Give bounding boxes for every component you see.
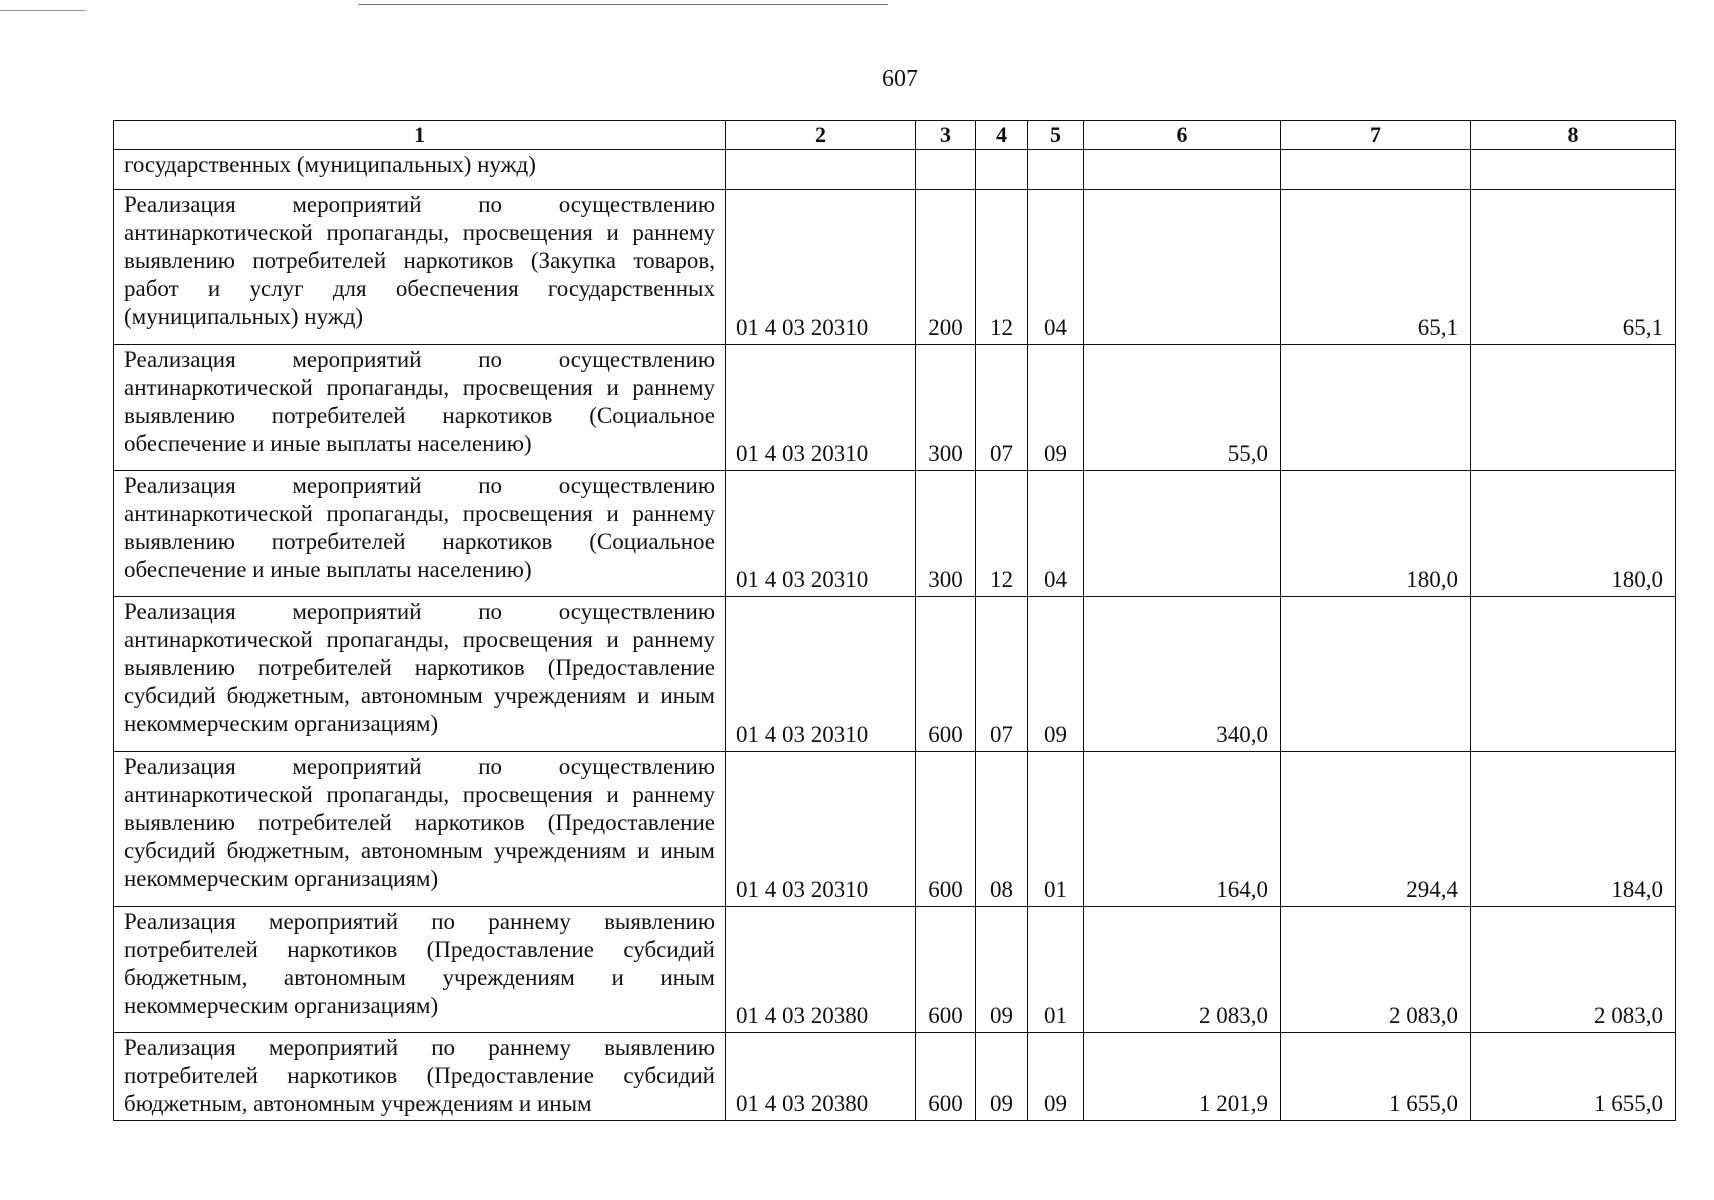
row-expense-type: 600: [916, 907, 976, 1033]
scan-edge-line-left: [0, 10, 86, 11]
row-description: Реализация мероприятий по осуществлению антинаркотической пропаганды, просвещения и раннему выявлению потребителей наркотиков (Закупка товаров, работ и услуг для обеспечения государственных (муниципальных) нужд): [114, 190, 726, 345]
table-row: [114, 345, 1676, 471]
row-section: 07: [976, 597, 1028, 752]
row-subsection: 01: [1028, 907, 1084, 1033]
row-target-code: 01 4 03 20310: [726, 190, 916, 345]
row-amount-col7: [1281, 597, 1471, 752]
table-row: [114, 1033, 1676, 1121]
row-section: [976, 150, 1028, 190]
row-subsection: 09: [1028, 1033, 1084, 1121]
header-col-3: 3: [916, 121, 976, 150]
row-amount-col7: [1281, 150, 1471, 190]
scan-edge-line-top: [358, 4, 888, 5]
row-amount-col6: [1084, 190, 1281, 345]
row-description: Реализация мероприятий по осуществлению антинаркотической пропаганды, просвещения и раннему выявлению потребителей наркотиков (Предоставление субсидий бюджетным, автономным учреждениям и иным некоммерческим организациям): [114, 597, 726, 752]
row-amount-col6: 55,0: [1084, 345, 1281, 471]
row-target-code: [726, 150, 916, 190]
row-subsection: 01: [1028, 752, 1084, 907]
page-number: 607: [882, 66, 918, 92]
row-amount-col8: [1471, 345, 1676, 471]
header-col-5: 5: [1028, 121, 1084, 150]
row-description: Реализация мероприятий по осуществлению антинаркотической пропаганды, просвещения и раннему выявлению потребителей наркотиков (Социальное обеспечение и иные выплаты населению): [114, 345, 726, 471]
row-amount-col6: [1084, 471, 1281, 597]
row-target-code: 01 4 03 20380: [726, 1033, 916, 1121]
header-col-4: 4: [976, 121, 1028, 150]
row-amount-col6: 2 083,0: [1084, 907, 1281, 1033]
row-target-code: 01 4 03 20380: [726, 907, 916, 1033]
row-amount-col6: [1084, 150, 1281, 190]
row-expense-type: 600: [916, 1033, 976, 1121]
row-subsection: 04: [1028, 190, 1084, 345]
table-row: [114, 907, 1676, 1033]
row-description: государственных (муниципальных) нужд): [114, 150, 726, 190]
row-section: 09: [976, 907, 1028, 1033]
row-amount-col7: [1281, 345, 1471, 471]
row-subsection: [1028, 150, 1084, 190]
header-col-8: 8: [1471, 121, 1676, 150]
table-row: [114, 190, 1676, 345]
header-col-7: 7: [1281, 121, 1471, 150]
row-target-code: 01 4 03 20310: [726, 345, 916, 471]
row-amount-col7: 180,0: [1281, 471, 1471, 597]
header-col-2: 2: [726, 121, 916, 150]
row-section: 12: [976, 190, 1028, 345]
row-amount-col8: 184,0: [1471, 752, 1676, 907]
header-col-6: 6: [1084, 121, 1281, 150]
row-amount-col8: 1 655,0: [1471, 1033, 1676, 1121]
row-amount-col8: 2 083,0: [1471, 907, 1676, 1033]
row-amount-col7: 65,1: [1281, 190, 1471, 345]
row-expense-type: 600: [916, 752, 976, 907]
row-expense-type: 300: [916, 471, 976, 597]
row-amount-col6: 1 201,9: [1084, 1033, 1281, 1121]
table-row: [114, 150, 1676, 190]
table-row: [114, 471, 1676, 597]
table-row: [114, 752, 1676, 907]
header-col-1: 1: [114, 121, 726, 150]
row-amount-col8: 65,1: [1471, 190, 1676, 345]
row-amount-col8: [1471, 597, 1676, 752]
row-target-code: 01 4 03 20310: [726, 471, 916, 597]
row-amount-col6: 164,0: [1084, 752, 1281, 907]
row-target-code: 01 4 03 20310: [726, 597, 916, 752]
row-expense-type: 300: [916, 345, 976, 471]
row-amount-col8: 180,0: [1471, 471, 1676, 597]
row-subsection: 04: [1028, 471, 1084, 597]
row-description: Реализация мероприятий по раннему выявлению потребителей наркотиков (Предоставление субсидий бюджетным, автономным учреждениям и иным: [114, 1033, 726, 1121]
row-target-code: 01 4 03 20310: [726, 752, 916, 907]
table-row: [114, 597, 1676, 752]
row-amount-col7: 1 655,0: [1281, 1033, 1471, 1121]
row-amount-col6: 340,0: [1084, 597, 1281, 752]
row-description: Реализация мероприятий по раннему выявлению потребителей наркотиков (Предоставление субсидий бюджетным, автономным учреждениям и иным некоммерческим организациям): [114, 907, 726, 1033]
row-section: 07: [976, 345, 1028, 471]
budget-table: [113, 120, 1676, 1121]
row-amount-col8: [1471, 150, 1676, 190]
row-amount-col7: 2 083,0: [1281, 907, 1471, 1033]
row-expense-type: 600: [916, 597, 976, 752]
budget-table-wrapper: [113, 120, 1676, 1121]
row-section: 09: [976, 1033, 1028, 1121]
row-amount-col7: 294,4: [1281, 752, 1471, 907]
row-expense-type: 200: [916, 190, 976, 345]
row-description: Реализация мероприятий по осуществлению антинаркотической пропаганды, просвещения и раннему выявлению потребителей наркотиков (Социальное обеспечение и иные выплаты населению): [114, 471, 726, 597]
row-section: 12: [976, 471, 1028, 597]
row-expense-type: [916, 150, 976, 190]
header-row: [114, 121, 1676, 150]
row-description: Реализация мероприятий по осуществлению антинаркотической пропаганды, просвещения и раннему выявлению потребителей наркотиков (Предоставление субсидий бюджетным, автономным учреждениям и иным некоммерческим организациям): [114, 752, 726, 907]
row-section: 08: [976, 752, 1028, 907]
row-subsection: 09: [1028, 345, 1084, 471]
row-subsection: 09: [1028, 597, 1084, 752]
